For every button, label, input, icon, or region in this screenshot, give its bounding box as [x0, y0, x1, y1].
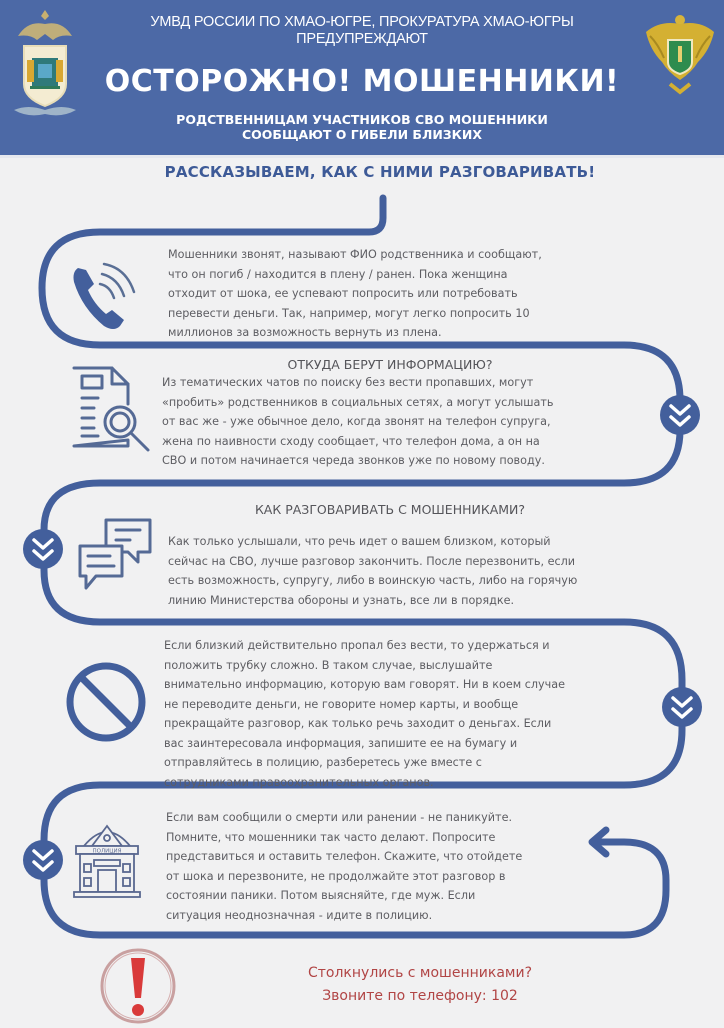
text-line: состоянии паники. Потом выясняйте, где муж. Если — [166, 889, 476, 902]
police-station-icon — [72, 822, 142, 900]
text-line: сейчас на СВО, лучше разговор закончить. После перезвонить, если — [168, 554, 576, 568]
block-3-text — [168, 532, 577, 610]
text-line: Если вам сообщили о смерти или ранении - не паникуйте. — [166, 811, 513, 824]
text-line: внимательно информацию, которую вам говорят. Ни в коем случае — [164, 678, 566, 691]
text-line: миллионов за возможность вернуть из плена. — [168, 326, 442, 339]
text-line: линию Министерства обороны и узнать, все ли в порядке. — [168, 593, 515, 607]
text-line: сотрудниками правоохранительных органов. — [164, 775, 434, 789]
svg-text:ПОЛИЦИЯ: ПОЛИЦИЯ — [92, 848, 122, 855]
footer-phone-line: Звоните по телефону: 102 — [322, 988, 518, 1004]
subtitle-line-1: РОДСТВЕННИЦАМ УЧАСТНИКОВ СВО МОШЕННИКИ — [176, 112, 548, 127]
text-line: Как только услышали, что речь идет о вашем близком, который — [168, 535, 551, 548]
text-line: представиться и оставить телефон. Скажите, что отойдете — [166, 850, 523, 863]
org-line-1: УМВД РОССИИ ПО ХМАО-ЮГРЕ, ПРОКУРАТУРА ХМАО-ЮГРЫ — [150, 14, 574, 30]
text-line: жена по наивности сходу сообщает, что телефон дома, а он на — [162, 434, 540, 448]
text-line: отправляйтесь в полицию, разберетесь уже вместе с — [164, 756, 482, 769]
block-1-text — [168, 245, 542, 343]
block-2-title: ОТКУДА БЕРУТ ИНФОРМАЦИЮ? — [287, 357, 493, 372]
text-line: «пробить» родственников в социальных сетях, а могут услышать — [162, 395, 554, 409]
phone-icon — [68, 250, 148, 340]
text-line: не переводите деньги, не говорите номер карты, и вообще — [164, 697, 519, 711]
text-line: Помните, что мошенники так часто делают. Попросите — [166, 830, 496, 844]
footer-question: Столкнулись с мошенниками? — [307, 965, 532, 981]
block-2-text — [162, 373, 553, 471]
main-title: ОСТОРОЖНО! МОШЕННИКИ! — [104, 64, 620, 99]
text-line: Если близкий действительно пропал без вести, то удержаться и — [164, 639, 550, 652]
text-line: что он погиб / находится в плену / ранен. Пока женщина — [168, 267, 508, 281]
text-line: СВО и потом начинается череда звонков уже по новому поводу. — [162, 454, 545, 467]
section-subheading: РАССКАЗЫВАЕМ, КАК С НИМИ РАЗГОВАРИВАТЬ! — [164, 163, 596, 181]
text-line: Мошенники звонят, называют ФИО родственника и сообщают, — [168, 248, 542, 261]
text-line: от вас же - уже обычное дело, когда звонят на телефон супруга, — [162, 415, 551, 428]
block-3-title: КАК РАЗГОВАРИВАТЬ С МОШЕННИКАМИ? — [254, 502, 526, 517]
text-line: вас заинтересовала информация, запишите ее на бумагу и — [164, 736, 518, 750]
text-line: ситуация неоднозначная - идите в полицию. — [166, 908, 433, 922]
document-search-icon — [68, 364, 158, 456]
org-line-2: ПРЕДУПРЕЖДАЮТ — [296, 31, 428, 47]
text-line: есть возможность, супругу, либо в воинскую часть, либо на горячую — [168, 574, 578, 587]
prohibited-icon — [64, 660, 148, 744]
text-line: перевести деньги. Так, например, могут легко попросить 10 — [168, 306, 530, 320]
text-line: Из тематических чатов по поиску без вести пропавших, могут — [162, 376, 534, 389]
chat-bubbles-icon — [76, 516, 156, 596]
exclamation-icon — [96, 944, 180, 1028]
text-line: прекращайте разговор, как только речь заходит о деньгах. Если — [164, 717, 552, 730]
block-5-text — [166, 808, 522, 925]
subtitle-line-2: СООБЩАЮТ О ГИБЕЛИ БЛИЗКИХ — [242, 127, 482, 142]
block-4-text — [164, 636, 565, 792]
text-line: положить трубку сложно. В таком случае, выслушайте — [164, 658, 493, 672]
footer-hotline — [190, 962, 650, 1008]
text-line: от шока и перезвоните, не продолжайте этот разговор в — [166, 869, 506, 883]
text-line: отходит от шока, ее успевают попросить или потребовать — [168, 287, 518, 300]
